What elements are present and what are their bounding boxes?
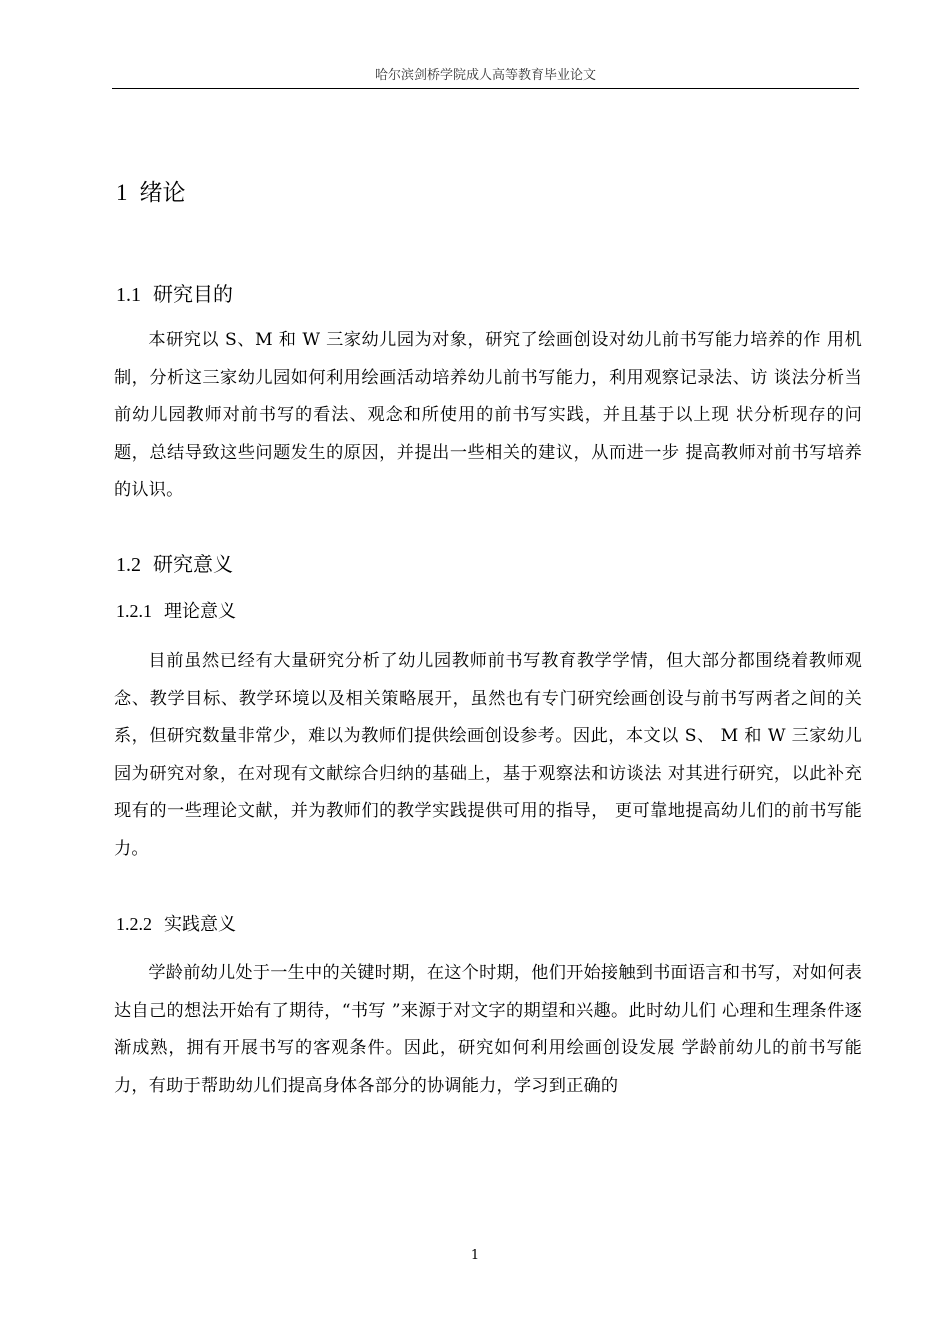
subsection-title: 理论意义: [164, 601, 236, 622]
subsection-number: 1.2.2: [116, 914, 152, 934]
section-number: 1.2: [116, 554, 141, 576]
chapter-title: 绪论: [139, 180, 186, 206]
subsection-number: 1.2.1: [116, 601, 152, 621]
paragraph-text: 学龄前幼儿处于一生中的关键时期，在这个时期，他们开始接触到书面语言和书写，对如何表达自己的想法开始有了期待，“书写 ”来源于对文字的期望和兴趣。此时幼儿们 心理和生理条件逐渐成熟，拥有开展书写的客观条件。因此，研究如何利用绘画创设发展 学龄前幼儿的前书写能力，有助于帮助幼儿们提高身体各部分的协调能力，学习到正确的: [114, 963, 862, 1096]
paragraph-research-purpose: [114, 322, 862, 510]
section-number: 1.1: [116, 284, 141, 306]
section-title: 研究目的: [153, 282, 233, 306]
chapter-heading: [116, 174, 186, 207]
section-title: 研究意义: [153, 552, 233, 576]
paragraph-text: 本研究以 S、M 和 W 三家幼儿园为对象，研究了绘画创设对幼儿前书写能力培养的作 用机制，分析这三家幼儿园如何利用绘画活动培养幼儿前书写能力，利用观察记录法、访 谈法分析当前幼儿园教师对前书写的看法、观念和所使用的前书写实践，并且基于以上现 状分析现存的问题，总结导致这些问题发生的原因，并提出一些相关的建议，从而进一步 提高教师对前书写培养的认识。: [114, 330, 862, 500]
section-heading-1-1: [116, 278, 233, 307]
header-rule: [112, 88, 859, 89]
page-number: 1: [470, 1248, 480, 1263]
chapter-number: 1: [116, 180, 128, 205]
paragraph-theoretical-significance: [114, 643, 862, 868]
paragraph-practical-significance: [114, 955, 862, 1105]
paragraph-text: 目前虽然已经有大量研究分析了幼儿园教师前书写教育教学学情，但大部分都围绕着教师观念、教学目标、教学环境以及相关策略展开，虽然也有专门研究绘画创设与前书写两者之间的关系，但研究数量非常少，难以为教师们提供绘画创设参考。因此，本文以 S、 M 和 W 三家幼儿园为研究对象，在对现有文献综合归纳的基础上，基于观察法和访谈法 对其进行研究，以此补充现有的一些理论文献，并为教师们的教学实践提供可用的指导， 更可靠地提高幼儿们的前书写能力。: [114, 651, 862, 859]
subsection-title: 实践意义: [164, 914, 236, 935]
page-header: 哈尔滨剑桥学院成人高等教育毕业论文: [374, 68, 596, 83]
subsection-heading-1-2-1: [116, 597, 236, 623]
subsection-heading-1-2-2: [116, 910, 236, 936]
section-heading-1-2: [116, 548, 233, 577]
